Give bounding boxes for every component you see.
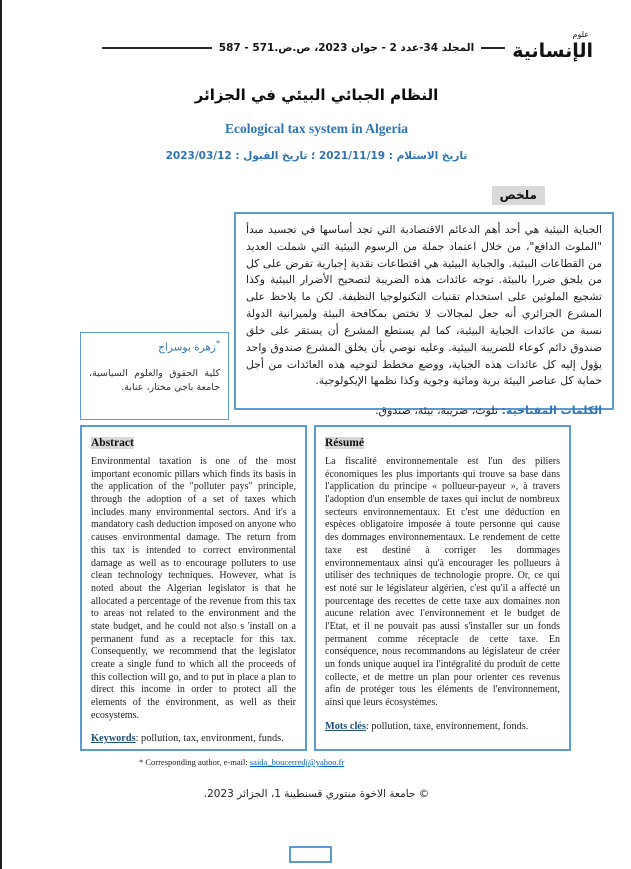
- journal-logo-main-text: الإنسانية: [512, 40, 593, 62]
- english-abstract-heading: Abstract: [91, 437, 134, 449]
- english-abstract-box: [80, 425, 307, 751]
- article-title-english: Ecological tax system in Algeria: [225, 121, 408, 136]
- author-name-text: زهرة بوسراج: [158, 341, 216, 354]
- author-box: [80, 332, 229, 420]
- journal-logo-small-text: علوم: [572, 30, 589, 39]
- french-keywords-line: [325, 721, 560, 732]
- english-keywords-line: [91, 733, 296, 744]
- author-asterisk: *: [216, 339, 220, 348]
- author-affiliation: كلية الحقوق والعلوم السياسية، جامعة باجي مختار، عنابة.: [89, 367, 220, 394]
- english-abstract-text: Environmental taxation is one of the most important economic pillars which finds its basis in the application of the "polluter pays" principle, through the adoption of a set of taxes which includes many environmental sectors. And it's a mandatory cash deduction imposed on anyone who causes environmental damage. The return from this tax is intended to correct environmental damage as well as to encourage polluters to use clean technology techniques. However, what is noted about the Algerian legislator is that he allocated a percentage of the revenue from this tax to areas not related to the environment and the state budget, and he could not also s 'install on a permanent fund as a receptacle for this tax. Consequently, we recommend that the legislator create a single fund to which all the proceeds of this collection will go, and to put in place a plan to direct this income in order to protect all the elements of the environment, as well as their ecosystems.: [91, 456, 296, 721]
- author-name: [89, 339, 220, 354]
- arabic-abstract-label: ملخص: [492, 186, 545, 205]
- french-keywords-value: : pollution, taxe, environnement, fonds.: [365, 720, 529, 732]
- arabic-keywords-value: تلوث، ضريبة، بيئة، صندوق.: [375, 404, 502, 418]
- header-divider-short: [481, 47, 505, 49]
- arabic-abstract-text: الجباية البيئية هي أحد أهم الدعائم الاقتصادية التي تجد أساسها في تجسيد مبدأ "الملوث الدافع"، من خلال اعتماد جملة من الرسوم البيئية التي شملت العديد من القطاعات البيئية. والجباية البيئية هي اقتطاعات نقدية إجبارية تفرض على كل من يلحق ضررا بالبيئة. توجه عائدات هذه الضريبة لتصحيح الأضرار البيئية وكذا تشجيع الملوثين على استخدام تقنيات التكنولوجيا النظيفة. لكن ما يلاحظ على المشرع الجزائري أنه جعل لمجالات لا تختص بمكافحة البيئة ولميزانية الدولة نسبة من عائدات الجباية البيئية، كما لم يستطع المشرع أن يستقر على خلق صندوق دائم كوعاء للضريبة البيئية. وعليه نوصي بأن يخلق المشرع صندوق واحد يؤول إليه كل عائدات هذه الجباية، ووضع مخطط لتوجيه هذه العائدات من أجل حماية كل عناصر البيئة برية ومائية وجوية وكذا نظمها الإيكولوجية.: [246, 223, 602, 388]
- corresponding-author-email-link[interactable]: saida_boucerredj@yahoo.fr: [249, 757, 345, 767]
- arabic-keywords-label: الكلمات المفتاحية:: [501, 404, 602, 418]
- footnote-prefix: * Corresponding author, e-mail:: [139, 757, 250, 767]
- journal-logo: [512, 30, 593, 62]
- page-number-box: [289, 846, 332, 863]
- journal-header: [102, 30, 593, 66]
- english-keywords-value: : pollution, tax, environment, funds.: [135, 733, 284, 745]
- header-divider-long: [102, 47, 212, 49]
- french-resume-text: La fiscalité environnementale est l'un des piliers économiques les plus importants qui trouve sa base dans l'application du principe « pollueur-payeur », à travers l'adoption d'un ensemble de taxes qui inclut de nombreux secteurs environnementaux. Et c'est une déduction en espèces obligatoire imposée à toute personne qui cause des dommages environnementaux. Le rendement de cette taxe est destiné à corriger les dommages environnementaux ainsi qu'à encourager les pollueurs à utiliser des techniques de technologie propre. Or, ce qui est noté sur le législateur algérien, c'est qu'il a affecté un pourcentage des recettes de cette taxe aux domaines non aucune relation avec l'environnement et le budget de l'Etat, et il ne pouvait pas aussi s'installer sur un fonds permanent comme réceptacle de cette taxe. En conséquence, nous recommandons au législateur de créer un fonds unique auquel ira l'intégralité du produit de cette collecte, et de mettre un plan pour orienter ces revenus afin de protéger tous les éléments de l'environnement, ainsi que leurs écosystèmes.: [325, 456, 560, 709]
- volume-issue-info: المجلد 34-عدد 2 - جوان 2023، ص.ص.571 - 587: [218, 42, 475, 54]
- copyright-line: © جامعة الاخوة منتوري قسنطينة 1، الجزائر 2023.: [203, 788, 430, 800]
- arabic-abstract-box: [234, 212, 614, 418]
- received-accepted-dates: تاريخ الاستلام : 2021/11/19 ؛ تاريخ القبول : 2023/03/12: [165, 150, 468, 162]
- arabic-keywords-line: [246, 404, 602, 417]
- english-keywords-label: Keywords: [91, 733, 136, 745]
- french-resume-heading: Résumé: [325, 437, 364, 449]
- corresponding-author-footnote: [139, 757, 344, 767]
- article-title-arabic: النظام الجبائي البيئي في الجزائر: [194, 86, 439, 104]
- french-keywords-label: Mots clés: [325, 720, 366, 732]
- french-resume-box: [314, 425, 571, 751]
